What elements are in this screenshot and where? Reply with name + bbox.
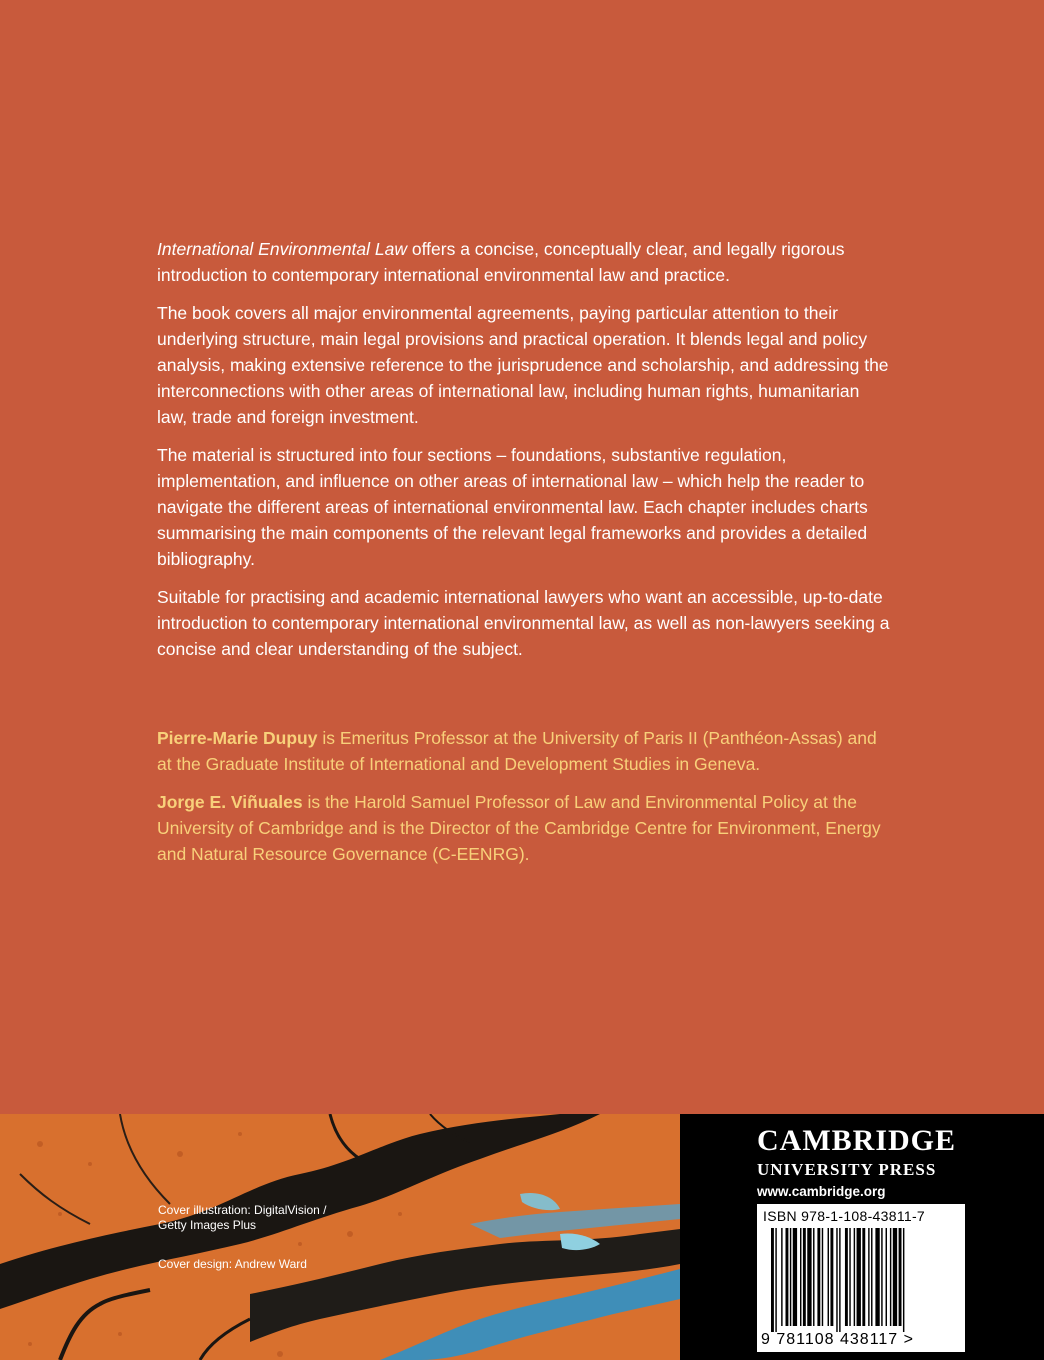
author-bio-1 xyxy=(157,725,887,777)
river-landscape-illustration xyxy=(0,1114,680,1360)
publisher-subtitle: UNIVERSITY PRESS xyxy=(757,1160,937,1179)
barcode-bar xyxy=(854,1228,855,1326)
publisher-url: www.cambridge.org xyxy=(757,1184,886,1199)
barcode-bar xyxy=(817,1228,820,1326)
barcode-bar xyxy=(839,1228,840,1332)
barcode-bar xyxy=(881,1228,882,1326)
barcode-bar xyxy=(771,1228,774,1332)
barcode-bar xyxy=(836,1228,837,1332)
barcode-bar xyxy=(803,1228,806,1326)
barcode-bar xyxy=(899,1228,902,1326)
barcode-bar xyxy=(786,1228,789,1326)
author-bios xyxy=(157,725,887,879)
barcode-bar xyxy=(893,1228,897,1326)
barcode-icon xyxy=(761,1228,961,1332)
blurb-paragraph-1-text: offers a concise, conceptually clear, and legally rigorous introduction to contemporary international environmental law and practice. xyxy=(157,239,845,285)
blurb-paragraph-2: The book covers all major environmental agreements, paying particular attention to their underlying structure, main legal provisions and practical operation. It blends legal and policy analysis, making extensive reference to the jurisprudence and scholarship, and addressing the interconnections with other areas of international law, including human rights, humanitarian law, trade and foreign investment. xyxy=(157,303,889,427)
book-title: International Environmental Law xyxy=(157,239,408,259)
barcode-bar xyxy=(800,1228,801,1326)
barcode-bar xyxy=(822,1228,823,1326)
author-bio-1-text: is Emeritus Professor at the University of Paris II (Panthéon-Assas) and at the Graduate Institute of International and Development Studies in Geneva. xyxy=(157,728,877,774)
barcode-box xyxy=(757,1204,965,1352)
cover-satellite-image xyxy=(0,1114,680,1360)
author-name-1: Pierre-Marie Dupuy xyxy=(157,728,318,748)
barcode-bar xyxy=(862,1228,865,1326)
barcode-bar xyxy=(849,1228,850,1326)
illustration-credit-line-1: Cover illustration: DigitalVision / xyxy=(158,1203,327,1217)
barcode-bar xyxy=(903,1228,904,1332)
author-bio-2-text: is the Harold Samuel Professor of Law and Environmental Policy at the University of Cambridge and is the Director of the Cambridge Centre for Environment, Energy and Natural Resource Governance (C-EENRG). xyxy=(157,792,881,864)
barcode-bar xyxy=(790,1228,791,1326)
publisher-name: CAMBRIDGE xyxy=(757,1124,957,1157)
isbn-label: ISBN 978-1-108-43811-7 xyxy=(763,1208,925,1224)
back-cover-blurb xyxy=(157,236,892,674)
barcode-bar xyxy=(845,1228,848,1326)
blurb-paragraph-4: Suitable for practising and academic international lawyers who want an accessible, up-to-date introduction to contemporary international environmental law, as well as non-lawyers seeking a concise and clear understanding of the subject. xyxy=(157,587,890,659)
barcode-bar xyxy=(868,1228,869,1326)
blurb-paragraph-3: The material is structured into four sections – foundations, substantive regulation, implementation, and influence on other areas of international law – which help the reader to navigate the different areas of international environmental law. Each chapter includes charts summarising the main components of the relevant legal frameworks and provides a detailed bibliography. xyxy=(157,445,868,569)
barcode-bar xyxy=(793,1228,797,1326)
cover-credits xyxy=(158,1203,327,1272)
barcode-bar xyxy=(781,1228,782,1326)
barcode-bar xyxy=(871,1228,872,1326)
barcode-bar xyxy=(857,1228,861,1326)
illustration-credit-line-2: Getty Images Plus xyxy=(158,1218,257,1232)
credits-spacer xyxy=(158,1233,327,1257)
blurb-paragraph-1 xyxy=(157,236,892,288)
barcode-bar xyxy=(775,1228,776,1332)
author-bio-2 xyxy=(157,789,887,867)
barcode-digits: 9 781108 438117 > xyxy=(761,1331,914,1348)
barcode-bar xyxy=(875,1228,879,1326)
barcode-bar xyxy=(830,1228,833,1326)
publisher-panel xyxy=(680,1114,1044,1360)
barcode-bar xyxy=(828,1228,829,1326)
barcode-bar xyxy=(813,1228,814,1326)
barcode-bar xyxy=(886,1228,887,1326)
author-name-2: Jorge E. Viñuales xyxy=(157,792,303,812)
design-credit: Cover design: Andrew Ward xyxy=(158,1257,307,1271)
barcode-bar xyxy=(890,1228,891,1326)
barcode-bar xyxy=(807,1228,811,1326)
